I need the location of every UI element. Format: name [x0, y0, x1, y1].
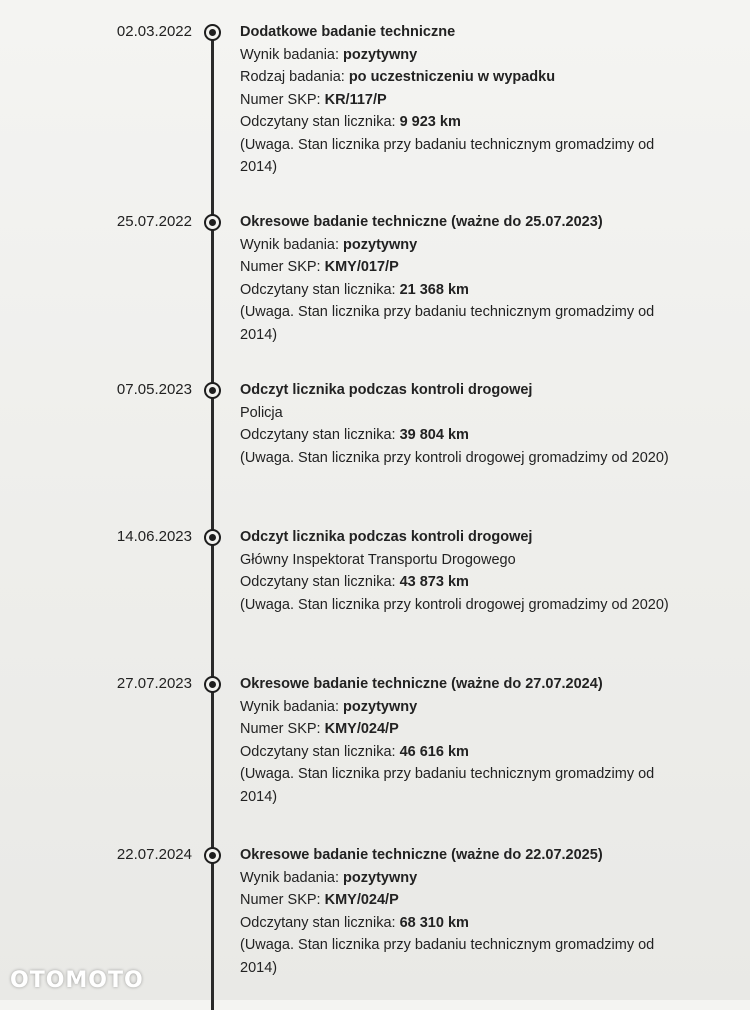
entry-line: Numer SKP: KR/117/P — [240, 91, 387, 108]
entry-note: (Uwaga. Stan licznika przy kontroli drogowej gromadzimy od 2020) — [240, 449, 669, 466]
timeline-dot-icon — [204, 214, 221, 231]
entry-line: Odczytany stan licznika: 46 616 km — [240, 743, 469, 760]
entry-content — [240, 379, 680, 469]
entry-line: Numer SKP: KMY/017/P — [240, 259, 399, 275]
otomoto-watermark: OTOMOTO — [10, 968, 144, 993]
timeline-dot-icon — [204, 382, 221, 399]
entry-note: (Uwaga. Stan licznika przy kontroli drogowej gromadzimy od 2020) — [240, 596, 669, 613]
entry-title: Okresowe badanie techniczne (ważne do 25.07.2023) — [240, 214, 603, 230]
entry-date: 02.03.2022 — [116, 23, 192, 40]
entry-title: Odczyt licznika podczas kontroli drogowej — [240, 382, 533, 398]
entry-date: 07.05.2023 — [116, 381, 192, 398]
entry-line: Odczytany stan licznika: 68 310 km — [240, 914, 469, 931]
entry-title: Okresowe badanie techniczne (ważne do 27.07.2024) — [240, 676, 603, 692]
timeline-dot-icon — [204, 676, 221, 693]
entry-note: (Uwaga. Stan licznika przy badaniu technicznym gromadzimy od 2014) — [240, 136, 655, 175]
entry-line: Odczytany stan licznika: 9 923 km — [240, 114, 461, 130]
entry-line: Wynik badania: pozytywny — [240, 869, 418, 886]
entry-content — [240, 844, 680, 979]
entry-line: Odczytany stan licznika: 43 873 km — [240, 574, 469, 590]
timeline-dot-icon — [204, 24, 221, 41]
entry-line: Wynik badania: pozytywny — [240, 46, 418, 63]
entry-date: 22.07.2024 — [116, 846, 192, 863]
entry-line: Rodzaj badania: po uczestniczeniu w wypadku — [240, 69, 556, 85]
entry-date: 14.06.2023 — [116, 528, 192, 545]
entry-content — [240, 211, 680, 346]
entry-title: Okresowe badanie techniczne (ważne do 22.07.2025) — [240, 847, 603, 863]
entry-line: Odczytany stan licznika: 21 368 km — [240, 281, 469, 298]
entry-line: Wynik badania: pozytywny — [240, 236, 418, 253]
entry-title: Odczyt licznika podczas kontroli drogowej — [240, 529, 533, 545]
entry-note: (Uwaga. Stan licznika przy badaniu technicznym gromadzimy od 2014) — [240, 766, 655, 805]
entry-line: Główny Inspektorat Transportu Drogowego — [240, 551, 516, 568]
entry-date: 27.07.2023 — [116, 675, 192, 692]
entry-date: 25.07.2022 — [116, 213, 192, 230]
entry-line: Numer SKP: KMY/024/P — [240, 892, 399, 908]
entry-content — [240, 673, 680, 808]
entry-line: Wynik badania: pozytywny — [240, 698, 418, 715]
entry-line: Numer SKP: KMY/024/P — [240, 721, 399, 737]
entry-title: Dodatkowe badanie techniczne — [240, 24, 456, 40]
entry-note: (Uwaga. Stan licznika przy badaniu technicznym gromadzimy od 2014) — [240, 937, 655, 976]
entry-content — [240, 526, 680, 616]
entry-content — [240, 21, 680, 179]
entry-line: Odczytany stan licznika: 39 804 km — [240, 427, 469, 443]
entry-note: (Uwaga. Stan licznika przy badaniu technicznym gromadzimy od 2014) — [240, 304, 655, 343]
entry-line: Policja — [240, 404, 283, 421]
timeline-dot-icon — [204, 529, 221, 546]
timeline-dot-icon — [204, 847, 221, 864]
